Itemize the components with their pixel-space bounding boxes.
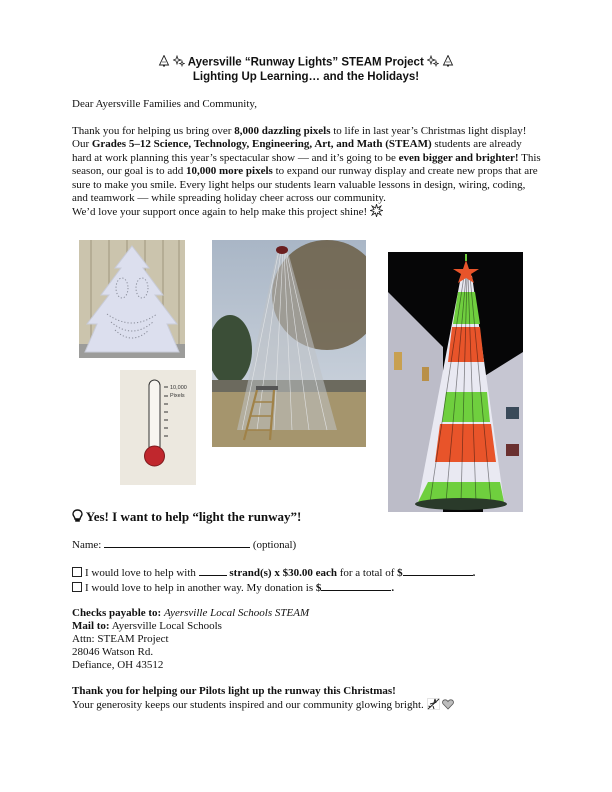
mail-street: 28046 Watson Rd. — [72, 646, 154, 658]
mail-city: Defiance, OH 43512 — [72, 659, 164, 671]
airplane-icon — [427, 698, 440, 713]
donation-amount-field[interactable] — [321, 581, 391, 591]
option-strands: I would love to help with strand(s) x $30.00 each for a total of $ . — [72, 566, 475, 579]
mail-attn: Attn: STEAM Project — [72, 633, 169, 645]
sparkles-icon — [173, 55, 185, 70]
heart-icon — [442, 699, 454, 713]
document-title — [0, 55, 612, 70]
title-text: Ayersville “Runway Lights” STEAM Project — [187, 56, 424, 69]
tree-icon — [442, 55, 454, 70]
checks-payable: Checks payable to: Ayersville Local Schools STEAM — [72, 607, 310, 619]
option-donation: I would love to help in another way. My donation is $ . — [72, 581, 394, 594]
highlight-10000: 10,000 more pixels — [185, 165, 273, 178]
lightbulb-icon — [72, 509, 83, 527]
highlight-grades: Grades 5–12 Science, Technology, Engineering, Art, and Math (STEAM) — [91, 138, 432, 151]
form-heading: Yes! I want to help “light the runway”! — [72, 509, 301, 527]
strands-checkbox[interactable] — [72, 567, 82, 577]
tree-icon — [158, 55, 170, 70]
highlight-8000: 8,000 dazzling pixels — [234, 125, 331, 137]
closing-line: We’d love your support once again to help make this project shine! — [72, 204, 542, 221]
lit-tree-photo — [388, 252, 523, 512]
sparkles-icon — [427, 55, 439, 70]
letter-body: Thank you for helping us bring over 8,000 dazzling pixels to life in last year’s Christmas light display! Our Grades 5–12 Science, Technology, Engineering, Art, and Math (STEAM) students are already hard at work planning this year’s spectacular show — and it’s going to be even bigger and brighter! This season, our goal is to add 10,000 more pixels to expand our runway display and create new props that are sure to make you smile. Every light helps our students learn valuable lessons in design, wiring, coding, and teamwork — while spreading holiday cheer across our community. — [72, 125, 541, 205]
name-line: Name: (optional) — [72, 539, 297, 551]
sparkle-icon — [370, 204, 383, 221]
thermometer-graphic — [120, 370, 196, 485]
donation-checkbox[interactable] — [72, 582, 82, 592]
thank-you-line: Thank you for helping our Pilots light up the runway this Christmas! — [72, 685, 396, 697]
document-subtitle: Lighting Up Learning… and the Holidays! — [192, 71, 420, 83]
name-field[interactable] — [104, 538, 250, 548]
generosity-line: Your generosity keeps our students inspired and our community glowing bright. — [72, 698, 454, 713]
strand-count-field[interactable] — [199, 566, 227, 576]
mail-to: Mail to: Ayersville Local Schools — [72, 620, 222, 632]
construction-photo — [212, 240, 366, 447]
strand-total-field[interactable] — [403, 566, 473, 576]
thermometer-label-number: 10,000 — [170, 385, 187, 391]
tree-prop-photo — [79, 240, 185, 358]
highlight-bigger: even bigger and brighter! — [398, 151, 519, 164]
greeting: Dear Ayersville Families and Community, — [72, 98, 257, 110]
thermometer-label-unit: Pixels — [170, 393, 185, 399]
